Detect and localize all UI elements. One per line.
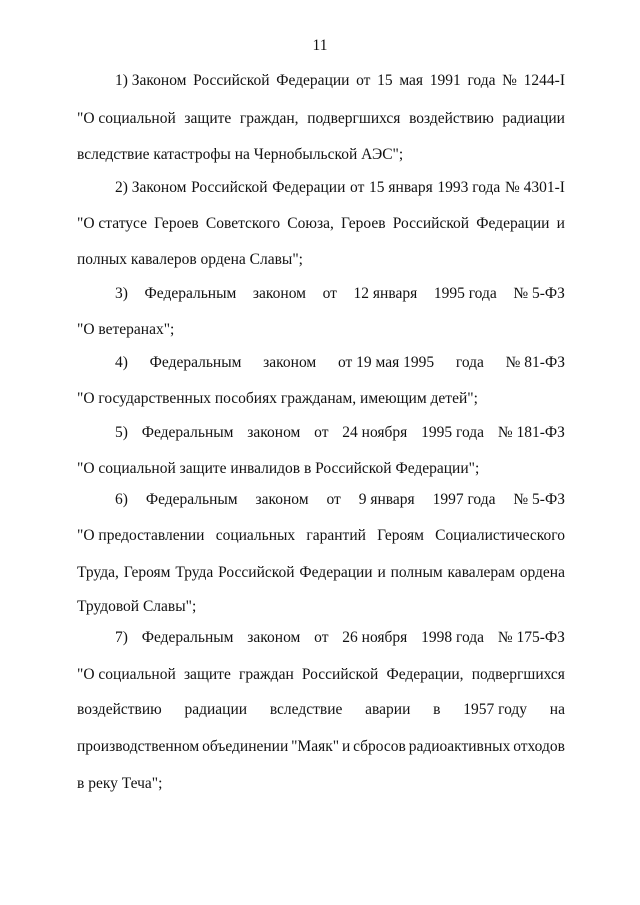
word: полным bbox=[390, 564, 443, 581]
word: от bbox=[326, 491, 341, 508]
word: и bbox=[556, 215, 565, 232]
list-item-heading bbox=[115, 628, 565, 648]
word: № 181-ФЗ bbox=[497, 424, 565, 441]
list-item-heading bbox=[115, 71, 565, 91]
word: защите bbox=[184, 110, 232, 127]
word: 7) bbox=[115, 629, 128, 646]
word: Героям bbox=[123, 564, 171, 581]
word: от bbox=[356, 72, 371, 89]
word: сбросов bbox=[353, 738, 406, 755]
word: 15 января bbox=[369, 179, 433, 196]
word: № 175-ФЗ bbox=[497, 629, 565, 646]
list-item-text-line bbox=[77, 665, 565, 685]
word: воздействию bbox=[409, 110, 494, 127]
word: радиации bbox=[184, 701, 248, 718]
word: законом bbox=[263, 354, 317, 371]
word: и bbox=[341, 738, 351, 755]
list-item-text-line bbox=[77, 700, 565, 720]
list-item-text-line bbox=[77, 214, 565, 234]
word: Федеральным bbox=[141, 629, 234, 646]
word: 5) bbox=[115, 424, 128, 441]
word: граждан bbox=[238, 666, 294, 683]
word: 1998 года bbox=[421, 629, 485, 646]
word: объединении bbox=[202, 738, 289, 755]
word: законом bbox=[247, 629, 301, 646]
word: 1957 году bbox=[463, 701, 528, 718]
word: защите bbox=[183, 666, 231, 683]
list-item-text-line: в реку Теча"; bbox=[77, 775, 163, 792]
list-item-text-line: Трудовой Славы"; bbox=[77, 598, 197, 615]
word: законом bbox=[255, 491, 309, 508]
word: радиации bbox=[502, 110, 565, 127]
word: Российской bbox=[193, 72, 270, 89]
word: Российской bbox=[301, 666, 379, 683]
list-item-text-line: "О социальной защите инвалидов в Российской Федерации"; bbox=[77, 460, 480, 477]
word: в bbox=[433, 701, 441, 718]
word: подвергшихся bbox=[471, 666, 565, 683]
word: радиоактивных bbox=[408, 738, 511, 755]
word: отходов bbox=[513, 738, 565, 755]
list-item-text-line bbox=[77, 109, 565, 129]
word: "О предоставлении bbox=[77, 527, 205, 544]
word: от bbox=[322, 285, 337, 302]
word: "О социальной bbox=[77, 666, 176, 683]
word: Федеральным bbox=[141, 424, 234, 441]
word: Труда, bbox=[77, 564, 119, 581]
word: Российской bbox=[218, 564, 295, 581]
word: 1995 года bbox=[433, 285, 497, 302]
word: Федеральным bbox=[144, 285, 237, 302]
word: 26 ноября bbox=[342, 629, 408, 646]
word: 1993 года bbox=[437, 179, 501, 196]
word: Федерации, bbox=[386, 666, 464, 683]
word: 1995 года bbox=[421, 424, 485, 441]
word: производственном bbox=[77, 738, 200, 755]
word: Федерации bbox=[272, 179, 346, 196]
word: мая bbox=[399, 72, 424, 89]
word: Федеральным bbox=[149, 354, 242, 371]
word: подвергшихся bbox=[307, 110, 401, 127]
word: Социалистического bbox=[435, 527, 565, 544]
list-item-heading bbox=[115, 353, 565, 373]
list-item-text-line: "О ветеранах"; bbox=[77, 321, 175, 338]
word: 15 bbox=[377, 72, 393, 89]
word: гарантий bbox=[306, 527, 366, 544]
word: № 4301-I bbox=[504, 179, 565, 196]
word: "О социальной bbox=[77, 110, 176, 127]
word: 9 января bbox=[358, 491, 415, 508]
word: Федерации bbox=[276, 72, 350, 89]
word: 1) Законом bbox=[115, 72, 187, 89]
word: аварии bbox=[365, 701, 411, 718]
word: Федеральным bbox=[145, 491, 238, 508]
word: Героев bbox=[154, 215, 199, 232]
word: от 19 мая 1995 bbox=[337, 354, 435, 371]
word: Российской bbox=[191, 179, 268, 196]
word: Федерации bbox=[476, 215, 550, 232]
word: "О статусе bbox=[77, 215, 147, 232]
list-item-text-line bbox=[77, 563, 565, 583]
word: на bbox=[549, 701, 565, 718]
word: года bbox=[467, 72, 496, 89]
word: от bbox=[350, 179, 365, 196]
word: Союза, bbox=[287, 215, 334, 232]
word: социальных bbox=[215, 527, 296, 544]
word: 6) bbox=[115, 491, 128, 508]
word: № bbox=[502, 72, 517, 89]
list-item-text-line bbox=[77, 526, 565, 546]
word: 3) bbox=[115, 285, 128, 302]
word: 24 ноября bbox=[342, 424, 408, 441]
list-item-heading bbox=[115, 423, 565, 443]
list-item-heading bbox=[115, 178, 565, 198]
word: "Маяк" bbox=[291, 738, 340, 755]
word: от bbox=[314, 424, 329, 441]
word: ордена bbox=[519, 564, 565, 581]
word: законом bbox=[247, 424, 301, 441]
word: воздействию bbox=[77, 701, 162, 718]
word: 1991 bbox=[429, 72, 461, 89]
word: Советского bbox=[205, 215, 281, 232]
word: 12 января bbox=[353, 285, 418, 302]
list-item-text-line: полных кавалеров ордена Славы"; bbox=[77, 251, 303, 268]
word: 1244-I bbox=[523, 72, 565, 89]
word: от bbox=[314, 629, 329, 646]
word: 4) bbox=[115, 354, 128, 371]
word: Героям bbox=[377, 527, 424, 544]
page-number: 11 bbox=[312, 37, 328, 54]
word: № 81-ФЗ bbox=[505, 354, 565, 371]
word: Федерации bbox=[299, 564, 373, 581]
word: 2) Законом bbox=[115, 179, 187, 196]
word: кавалерам bbox=[447, 564, 515, 581]
word: Героев bbox=[341, 215, 386, 232]
word: Труда bbox=[175, 564, 214, 581]
list-item-text-line bbox=[77, 737, 565, 757]
word: вследствие bbox=[269, 701, 343, 718]
list-item-heading bbox=[115, 490, 565, 510]
list-item-text-line: вследствие катастрофы на Чернобыльской АЭС"; bbox=[77, 146, 404, 163]
list-item-heading bbox=[115, 284, 565, 304]
word: года bbox=[455, 354, 484, 371]
word: законом bbox=[252, 285, 306, 302]
list-item-text-line: "О государственных пособиях гражданам, имеющим детей"; bbox=[77, 390, 478, 407]
word: Российской bbox=[392, 215, 470, 232]
word: граждан, bbox=[239, 110, 299, 127]
word: № 5-ФЗ bbox=[513, 285, 565, 302]
word: и bbox=[377, 564, 386, 581]
word: № 5-ФЗ bbox=[513, 491, 565, 508]
word: 1997 года bbox=[432, 491, 496, 508]
